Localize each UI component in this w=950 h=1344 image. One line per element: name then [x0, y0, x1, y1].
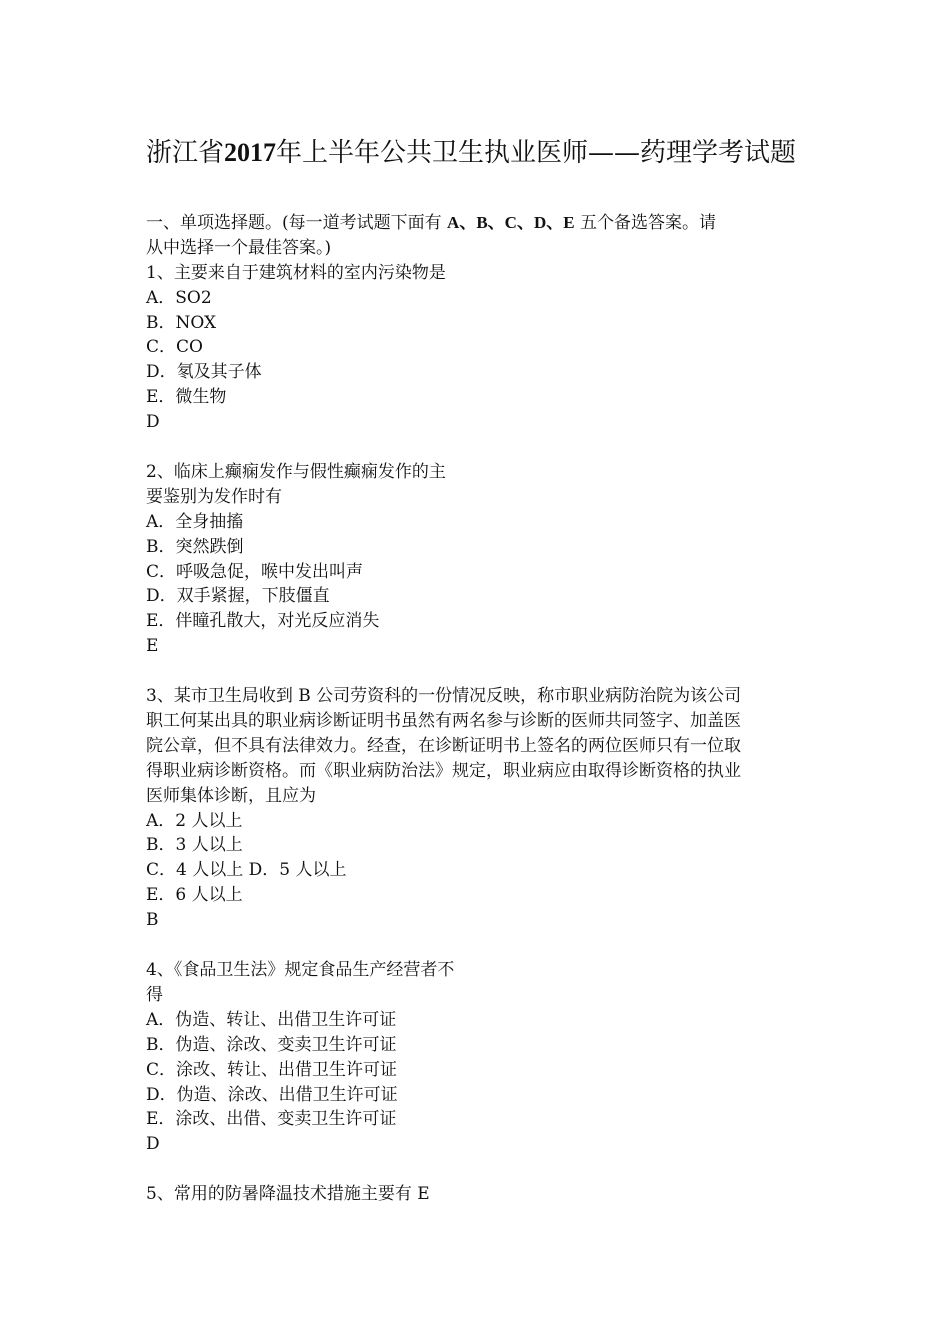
question-1-option-a: A．SO2 [146, 287, 212, 308]
question-3-option-cd: C．4 人以上 D．5 人以上 [146, 860, 347, 881]
question-3-option-b: B．3 人以上 [146, 835, 243, 856]
section-intro-letters: A、B、C、D、E [447, 213, 575, 232]
question-3-option-e: E．6 人以上 [146, 885, 243, 906]
question-5-stem: 5、常用的防暑降温技术措施主要有 E [146, 1184, 430, 1205]
blank-line [146, 1157, 816, 1182]
document-title [146, 136, 816, 170]
question-3-stem-line-1: 3、某市卫生局收到 B 公司劳资科的一份情况反映，称市职业病防治院为该公司 [146, 686, 742, 707]
question-4-answer: D [146, 1134, 160, 1155]
section-intro-line-2: 从中选择一个最佳答案。) [146, 237, 332, 258]
question-1-answer: D [146, 412, 160, 433]
document-body [146, 211, 816, 1207]
question-4-stem-line-2: 得 [146, 984, 163, 1005]
question-2-stem-line-1: 2、临床上癫痫发作与假性癫痫发作的主 [146, 462, 446, 483]
question-4-stem-line-1: 4、《食品卫生法》规定食品生产经营者不 [146, 960, 455, 981]
question-4-option-a: A．伪造、转让、出借卫生许可证 [146, 1009, 397, 1030]
question-4-option-e: E．涂改、出借、变卖卫生许可证 [146, 1109, 397, 1130]
question-1-option-e: E．微生物 [146, 387, 227, 408]
question-3-stem-line-2: 职工何某出具的职业病诊断证明书虽然有两名参与诊断的医师共同签字、加盖医 [146, 711, 741, 732]
question-2-option-b: B．突然跌倒 [146, 536, 244, 557]
title-part-3: 年上半年公共卫生执业医师——药理学考试题 [276, 138, 797, 168]
question-4-option-c: C．涂改、转让、出借卫生许可证 [146, 1059, 398, 1080]
section-intro-line-1: 一、单项选择题。(每一道考试题下面有 A、B、C、D、E 五个备选答案。请 [146, 213, 716, 233]
question-2-answer: E [146, 636, 159, 657]
question-3-answer: B [146, 910, 159, 931]
question-1-option-b: B．NOX [146, 312, 217, 333]
blank-line [146, 659, 816, 684]
question-1-stem: 1、主要来自于建筑材料的室内污染物是 [146, 262, 446, 283]
question-1-option-d: D．氡及其子体 [146, 362, 262, 383]
blank-line [146, 933, 816, 958]
question-2-stem-line-2: 要鉴别为发作时有 [146, 486, 282, 507]
question-3-stem-line-5: 医师集体诊断，且应为 [146, 785, 316, 806]
question-3-stem-line-3: 院公章，但不具有法律效力。经查，在诊断证明书上签名的两位医师只有一位取 [146, 735, 741, 756]
title-part-1: 浙江省 [146, 138, 225, 168]
question-2-option-e: E．伴瞳孔散大，对光反应消失 [146, 611, 380, 632]
question-2-option-d: D．双手紧握，下肢僵直 [146, 586, 330, 607]
question-2-option-c: C．呼吸急促，喉中发出叫声 [146, 561, 364, 582]
question-4-option-d: D．伪造、涂改、出借卫生许可证 [146, 1084, 398, 1105]
question-2-option-a: A．全身抽搐 [146, 511, 244, 532]
title-year: 2017 [224, 138, 277, 167]
question-3-stem-line-4: 得职业病诊断资格。而《职业病防治法》规定，职业病应由取得诊断资格的执业 [146, 760, 741, 781]
question-1-option-c: C．CO [146, 337, 203, 358]
question-3-option-a: A．2 人以上 [146, 810, 243, 831]
question-4-option-b: B．伪造、涂改、变卖卫生许可证 [146, 1034, 397, 1055]
blank-line [146, 435, 816, 460]
